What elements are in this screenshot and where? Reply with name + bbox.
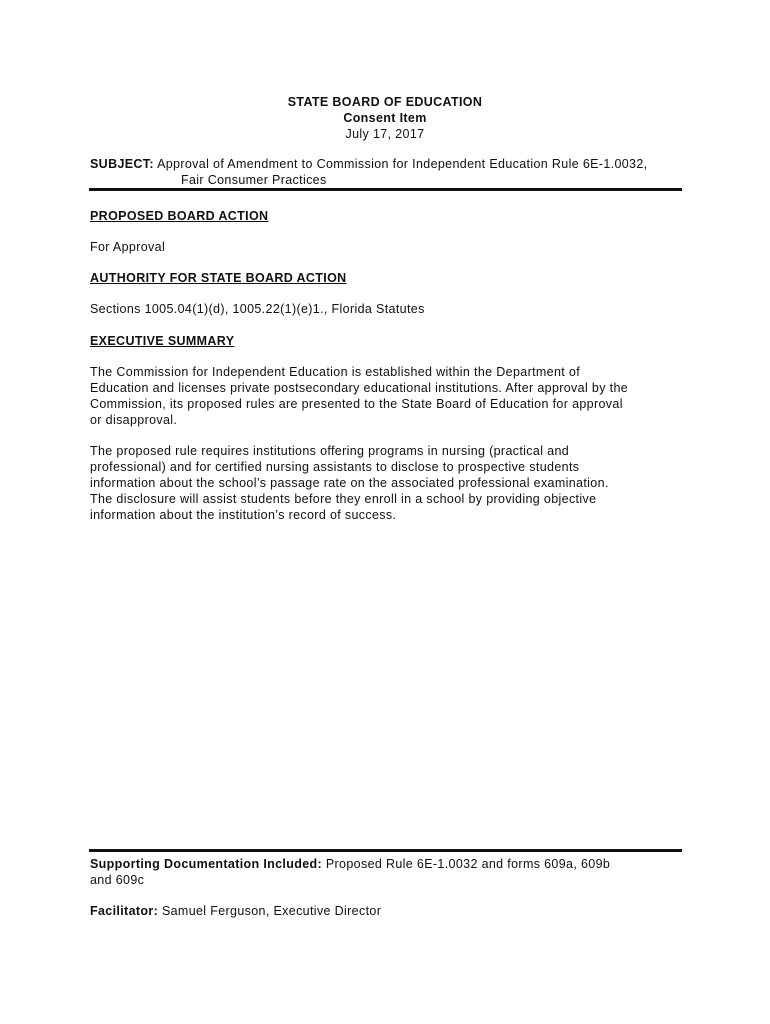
facilitator [90, 903, 682, 919]
summary-p2-line: The disclosure will assist students before they enroll in a school by providing objective [90, 492, 597, 506]
footer-divider [89, 849, 682, 852]
executive-summary-section [90, 333, 682, 523]
authority-text: Sections 1005.04(1)(d), 1005.22(1)(e)1., Florida Statutes [90, 302, 425, 316]
executive-summary-heading: EXECUTIVE SUMMARY [90, 334, 235, 348]
summary-p2-line: professional) and for certified nursing assistants to disclose to prospective students [90, 460, 580, 474]
subject-label: SUBJECT: [90, 157, 154, 171]
summary-p1-line: or disapproval. [90, 413, 178, 427]
supporting-text-continued: and 609c [90, 873, 145, 887]
subject-divider [89, 188, 682, 191]
supporting-documentation [90, 856, 682, 888]
facilitator-name: Samuel Ferguson, Executive Director [161, 904, 382, 918]
subject-line-1: Approval of Amendment to Commission for Independent Education Rule 6E-1.0032, [157, 157, 648, 171]
meeting-date: July 17, 2017 [345, 127, 425, 141]
board-title: STATE BOARD OF EDUCATION [287, 95, 483, 109]
supporting-label: Supporting Documentation Included: [90, 857, 323, 871]
summary-paragraph-1 [90, 364, 682, 428]
authority-heading: AUTHORITY FOR STATE BOARD ACTION [90, 271, 347, 285]
authority-section [90, 270, 682, 317]
summary-p1-line: Commission, its proposed rules are presented to the State Board of Education for approval [90, 397, 623, 411]
facilitator-label: Facilitator: [90, 904, 159, 918]
item-type: Consent Item [343, 111, 427, 125]
proposed-action-heading: PROPOSED BOARD ACTION [90, 209, 269, 223]
summary-p2-line: information about the institution’s record of success. [90, 508, 397, 522]
subject-block [90, 156, 682, 188]
proposed-action-section [90, 208, 682, 255]
proposed-action-text: For Approval [90, 240, 166, 254]
summary-p1-line: Education and licenses private postsecondary educational institutions. After approval by the [90, 381, 629, 395]
summary-paragraph-2 [90, 443, 682, 523]
summary-p1-line: The Commission for Independent Education is established within the Department of [90, 365, 581, 379]
summary-p2-line: information about the school’s passage rate on the associated professional examination. [90, 476, 609, 490]
subject-line-2: Fair Consumer Practices [181, 173, 327, 187]
document-header [0, 94, 770, 142]
summary-p2-line: The proposed rule requires institutions offering programs in nursing (practical and [90, 444, 570, 458]
supporting-text: Proposed Rule 6E-1.0032 and forms 609a, 609b [325, 857, 611, 871]
